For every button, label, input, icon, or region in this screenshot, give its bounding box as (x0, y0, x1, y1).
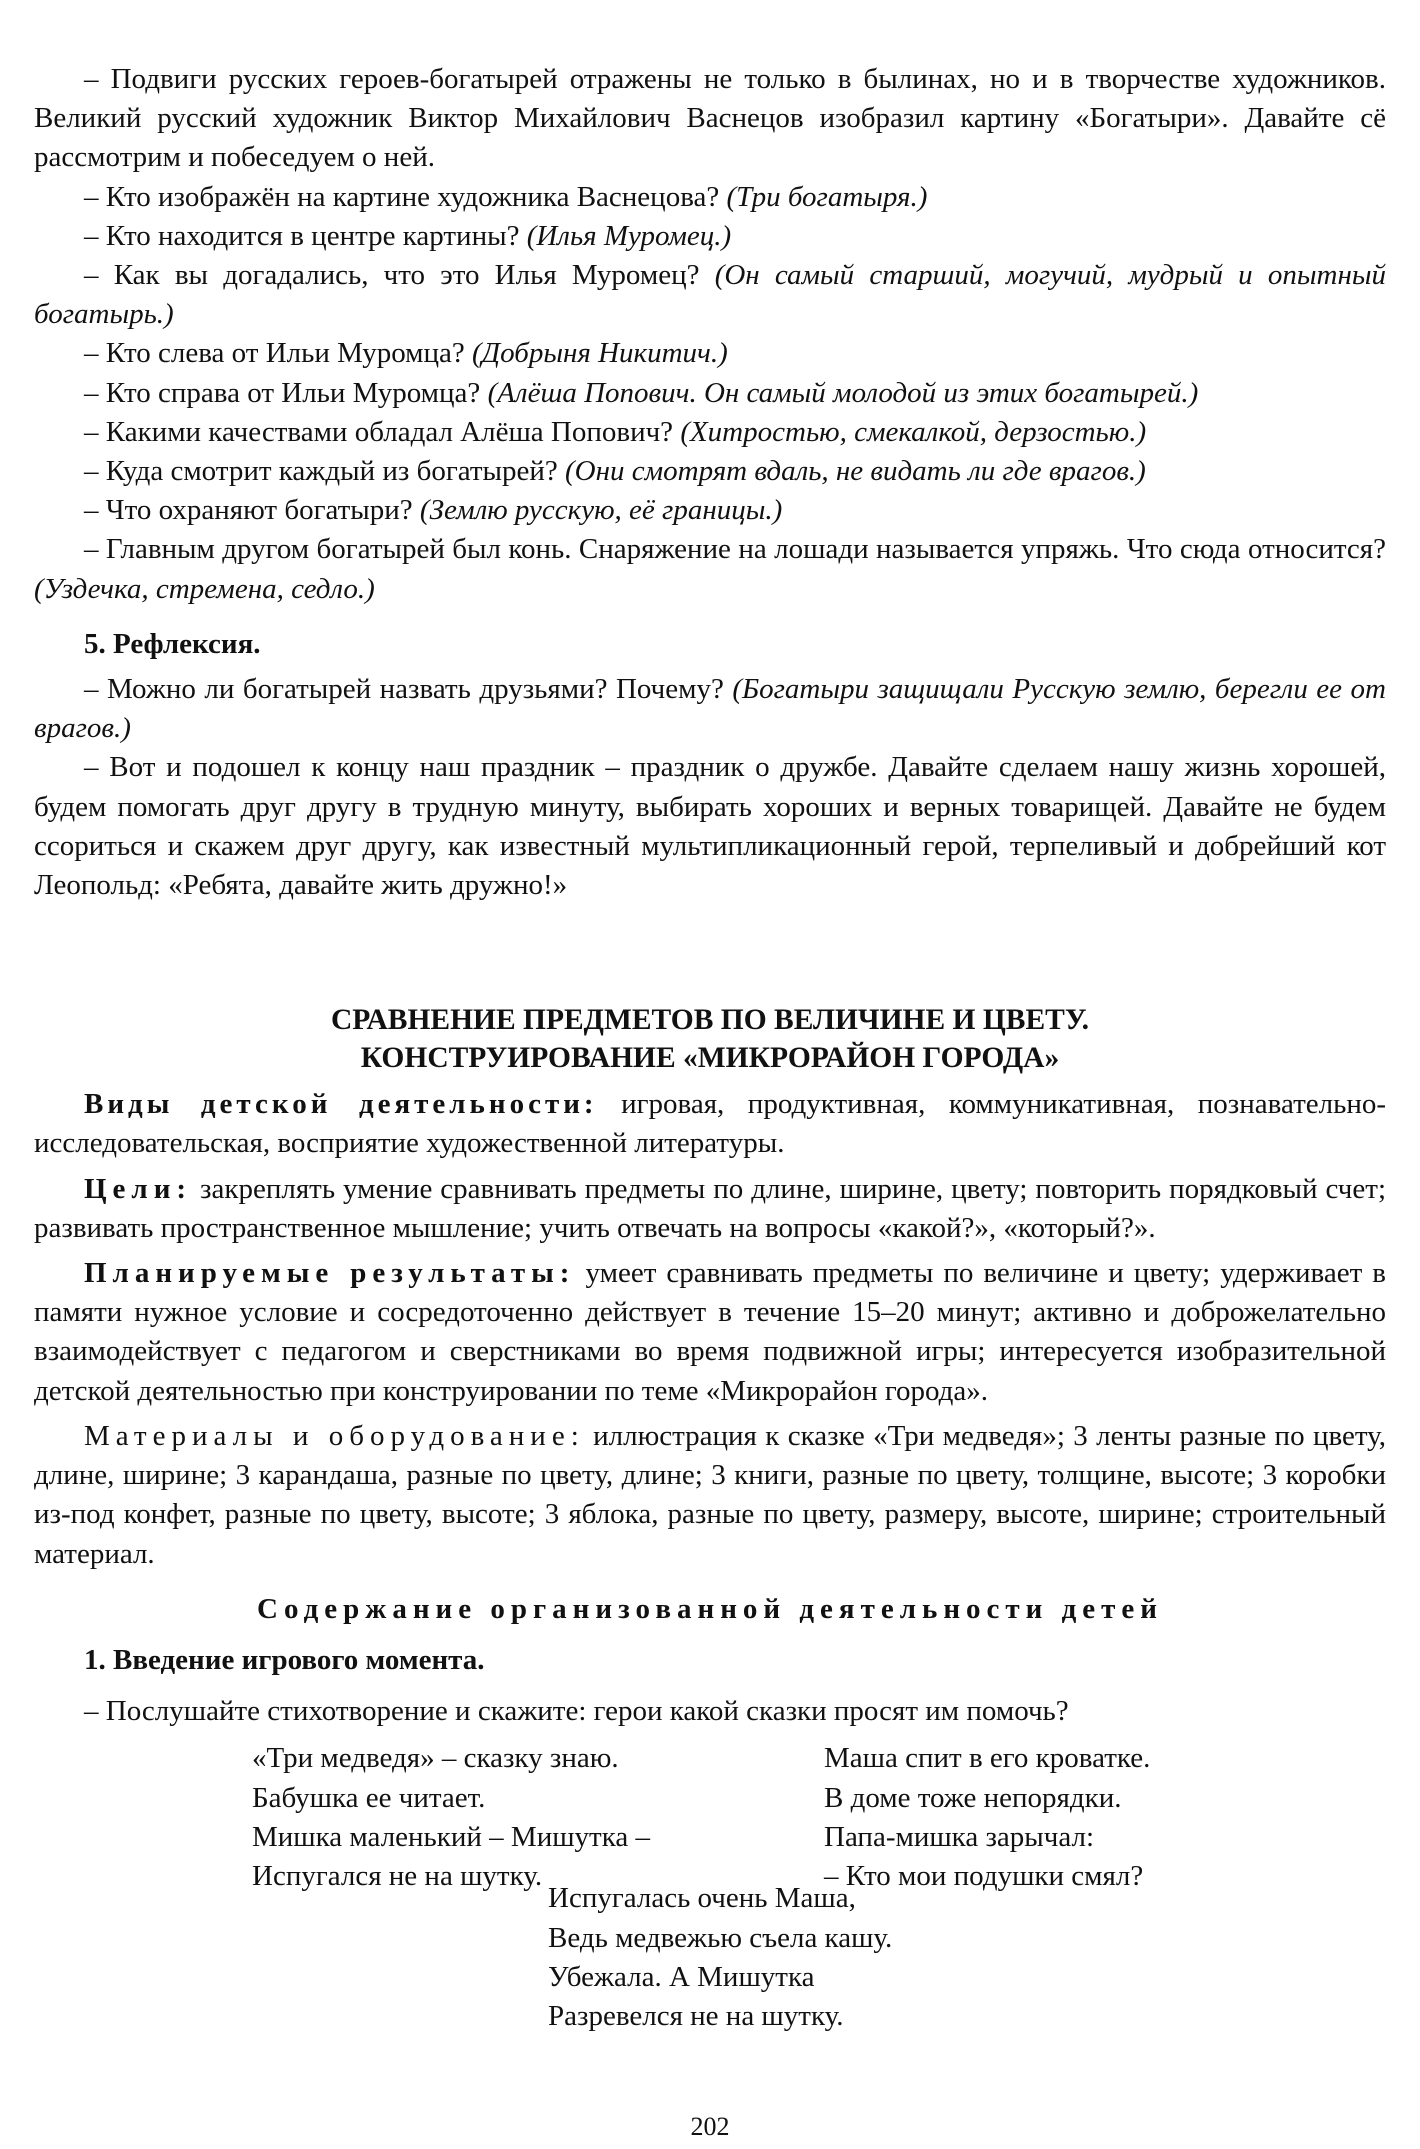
poem-line: Убежала. А Мишутка (548, 1960, 815, 1993)
lesson-title-line2: КОНСТРУИРОВАНИЕ «МИКРОРАЙОН ГОРОДА» (360, 1042, 1060, 1075)
poem-line: Папа-мишка зарычал: (824, 1820, 1095, 1853)
question-text: – Куда смотрит каждый из богатырей? (84, 455, 566, 488)
content-heading: Содержание организованной деятельности детей (257, 1592, 1163, 1625)
goals-text: закреплять умение сравнивать предметы по длине, ширине, цвету; повторить порядковый счет; развивать пространственное мышление; учить отвечать на вопросы «какой?», «который?». (34, 1172, 1386, 1244)
question-text: – Какими качествами обладал Алёша Попович? (84, 415, 681, 448)
intro-paragraph: – Подвиги русских героев-богатырей отражены не только в былинах, но и в творчестве художников. Великий русский художник Виктор Михайлович Васнецов изобразил картину «Богатыри». Давайте сё рассмотрим и побеседуем о ней. (34, 63, 1386, 174)
answer-text: (Они смотрят вдаль, не видать ли где врагов.) (565, 455, 1146, 488)
question-text: – Кто слева от Ильи Муромца? (84, 337, 473, 370)
poem-line: Маша спит в его кроватке. (824, 1742, 1151, 1775)
lesson-title (34, 1001, 1386, 1077)
poem-bottom-stanza (548, 1879, 1386, 2036)
qa-item (34, 334, 1386, 373)
closing-paragraph: – Вот и подошел к концу наш праздник – праздник о дружбе. Давайте сделаем нашу жизнь хорошей, будем помогать друг другу в трудную минуту, выбирать хороших и верных товарищей. Давайте не будем ссориться и скажем друг другу, как известный мультипликационный герой, терпеливый и добрейший кот Леопольд: «Ребята, давайте жить дружно!» (34, 751, 1386, 902)
qa-item (34, 256, 1386, 334)
poem-columns (34, 1739, 1386, 1892)
qa-item (34, 217, 1386, 256)
materials (34, 1417, 1386, 1574)
answer-text: (Илья Муромец.) (526, 219, 732, 252)
page-number: 202 (690, 2112, 730, 2141)
poem-line: «Три медведя» – сказку знаю. (252, 1742, 619, 1775)
poem-line: – Кто мои подушки смял? (824, 1859, 1144, 1892)
question-text: – Что охраняют богатыри? (84, 494, 420, 527)
page-content (34, 60, 1386, 2036)
answer-text: (Уздечка, стремена, седло.) (34, 572, 375, 605)
qa-item (34, 530, 1386, 608)
answer-text: (Хитростью, смекалкой, дерзостью.) (680, 415, 1147, 448)
planned-results (34, 1254, 1386, 1411)
goals-label: Цели: (84, 1172, 193, 1205)
poem-right-column (824, 1739, 1150, 1896)
qa-item (34, 413, 1386, 452)
activity-types-label: Виды детской деятельности: (84, 1088, 598, 1121)
answer-text: (Землю русскую, её границы.) (419, 494, 783, 527)
materials-label: Материалы и оборудование: (84, 1419, 585, 1452)
qa-item (34, 178, 1386, 217)
question-text: – Кто изображён на картине художника Васнецова? (84, 180, 727, 213)
poem-left-column (252, 1739, 650, 1896)
planned-results-text: умеет сравнивать предметы по величине и цвету; удерживает в памяти нужное условие и сосредоточенно действует в течение 15–20 минут; активно и доброжелательно взаимодействует с педагогом и сверстниками во время подвижной игры; интересуется изобразительной детской деятельностью при конструировании по теме «Микрорайон города». (34, 1257, 1386, 1407)
poem-line: Разревелся не на шутку. (548, 1999, 844, 2032)
answer-text: (Алёша Попович. Он самый молодой из этих богатырей.) (487, 376, 1199, 409)
poem-line: Бабушка ее читает. (252, 1781, 486, 1814)
activity-types (34, 1085, 1386, 1163)
planned-results-label: Планируемые результаты: (84, 1257, 576, 1290)
qa-item (34, 374, 1386, 413)
question-text: – Кто находится в центре картины? (84, 219, 527, 252)
poem-line: Испугалась очень Маша, (548, 1882, 856, 1915)
reflection-question (34, 670, 1386, 748)
materials-text: иллюстрация к сказке «Три медведя»; 3 ленты разные по цвету, длине, ширине; 3 карандаша, разные по цвету, длине; 3 книги, разные по цвету, толщине, высоте; 3 коробки из-под конфет, разные по цвету, высоте; 3 яблока, разные по цвету, размеру, высоте, ширине; строительный материал. (34, 1419, 1386, 1570)
goals (34, 1170, 1386, 1248)
reflection-heading: 5. Рефлексия. (84, 627, 261, 660)
activity-types-text: игровая, продуктивная, коммуникативная, познавательно-исследовательская, восприятие художественной литературы. (34, 1088, 1387, 1160)
reflection-a-text: (Богатыри защищали Русскую землю, берегли ее от врагов.) (34, 673, 1386, 745)
answer-text: (Добрыня Никитич.) (472, 337, 728, 370)
lesson-title-line1: СРАВНЕНИЕ ПРЕДМЕТОВ ПО ВЕЛИЧИНЕ И ЦВЕТУ. (330, 1004, 1090, 1037)
poem-line: Ведь медвежью съела кашу. (548, 1921, 893, 1954)
poem-line: В доме тоже непорядки. (824, 1781, 1122, 1814)
reflection-q-text: – Можно ли богатырей назвать друзьями? Почему? (84, 673, 733, 706)
qa-item (34, 452, 1386, 491)
poem-line: Испугался не на шутку. (252, 1859, 543, 1892)
question-text: – Главным другом богатырей был конь. Снаряжение на лошади называется упряжь. Что сюда относится? (84, 533, 1386, 566)
qa-list (34, 178, 1386, 609)
step1-text: – Послушайте стихотворение и скажите: герои какой сказки просят им помочь? (84, 1695, 1069, 1728)
question-text: – Как вы догадались, что это Илья Муромец? (84, 259, 715, 292)
step1-heading: 1. Введение игрового момента. (84, 1643, 485, 1676)
answer-text: (Три богатыря.) (726, 180, 928, 213)
question-text: – Кто справа от Ильи Муромца? (84, 376, 488, 409)
poem-line: Мишка маленький – Мишутка – (252, 1820, 650, 1853)
qa-item (34, 491, 1386, 530)
answer-text: (Он самый старший, могучий, мудрый и опытный богатырь.) (34, 259, 1386, 331)
